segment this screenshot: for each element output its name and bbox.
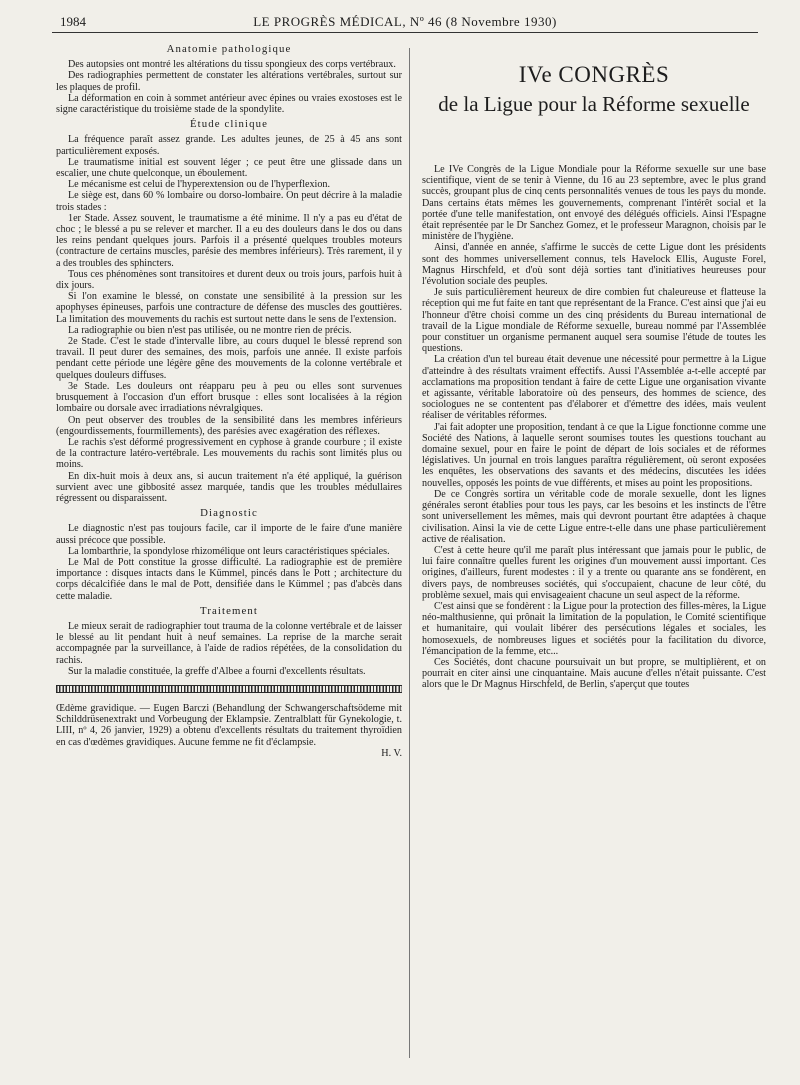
paragraph: De ce Congrès sortira un véritable code de morale sexuelle, dont les lignes générales seront établies pour tous les pays, car les besoins et les instincts de l'être sont universellement les mêmes, mais qui devront pourtant être adaptées à chaque civilisation. Ainsi la vie de cette Ligue entre-t-elle dans une phase particulièrement active de réalisation. [422,488,766,545]
paragraph: On peut observer des troubles de la sensibilité dans les membres inférieurs (engourdissements, fourmillements), des parésies avec exagération des réflexes. [56,414,402,437]
paragraph: Le diagnostic n'est pas toujours facile, car il importe de le faire d'une manière aussi précoce que possible. [56,523,402,546]
article-title-line1: IVe CONGRÈS [518,62,670,87]
section-title-traitement: Traitement [200,604,258,617]
ornamental-separator [56,685,402,693]
paragraph: 2e Stade. C'est le stade d'intervalle libre, au cours duquel le blessé reprend son travail. Il peut durer des semaines, des mois, parfois une année. Il existe parfois pendant cette période une légère gêne des mouvements de la colonne vertébrale et quelques douleurs diffuses. [56,336,402,381]
left-column [56,44,402,759]
note-oedeme [56,703,402,759]
paragraph: Tous ces phénomènes sont transitoires et durent deux ou trois jours, parfois huit à dix jours. [56,268,402,292]
section-diagnostic [56,523,402,601]
paragraph: Le mieux serait de radiographier tout trauma de la colonne vertébrale et de laisser le blessé au lit pendant huit à neuf semaines. La reprise de la marche serait accompagnée par la surveillance, à l'aide de radios répétées, de la consolidation du rachis. [56,620,402,666]
note-text: Œdème gravidique. — Eugen Barczi (Behandlung der Schwangerschaftsödeme mit Schilddrüsenextrakt und Vorbeugung der Eklampsie. Zentralblatt für Gynekologie, t. LIII, nº 4, 26 janvier, 1929) a obtenu d'excellents résultats du traitement thyroïdien en cas d'œdèmes gravidiques. Aucune femme ne fit d'éclampsie. [56,702,402,748]
paragraph: Le rachis s'est déformé progressivement en cyphose à grande courbure ; il existe de la contracture latéro-vertébrale. Les mouvements du rachis sont limités plus ou moins. [56,436,402,471]
paragraph: Le traumatisme initial est souvent léger ; ce peut être une glissade dans un escalier, une chute quelconque, un éboulement. [56,156,402,180]
paragraph: En dix-huit mois à deux ans, si aucun traitement n'a été appliqué, la guérison survient avec une gibbosité assez marquée, tandis que les troubles médullaires régressent ou disparaissent. [56,470,402,504]
paragraph: J'ai fait adopter une proposition, tendant à ce que la Ligue fonctionne comme une Société des Nations, à laquelle seront soumises toutes les questions touchant au domaine sexuel, pour en faire le point de départ de lois sociales et de réformes législatives. Un journal en trois langues paraîtra régulièrement, où seront exposées les enquêtes, les observations des savants et des médecins, discutées les idées nouvelles, opposés les points de vue différents, et mises au point les propositions. [422,421,766,489]
page-number: 1984 [60,14,86,29]
article-body [422,164,766,691]
paragraph: 3e Stade. Les douleurs ont réapparu peu à peu ou elles sont survenues brusquement à l'occasion d'un effort brusque : elles sont localisées à la région lombaire ou dorsale avec irradiations névralgiques. [56,380,402,415]
paragraph: La fréquence paraît assez grande. Les adultes jeunes, de 25 à 45 ans sont particulièrement exposés. [56,134,402,157]
paragraph: Des autopsies ont montré les altérations du tissu spongieux des corps vertébraux. [68,59,396,71]
paragraph: La création d'un tel bureau était devenue une nécessité pour permettre à la Ligue d'atteindre à des résultats vraiment effectifs. Aussi l'Assemblée a-t-elle accepté par acclamations ma proposition tendant à faire de cette Ligue une organisation vivante et agissante, véritable laboratoire où des penseurs, des hommes de science, des sociologues ne se contentent pas d'élaborer et d'émettre des idées, mais veulent réaliser de véritables réformes. [422,354,766,422]
paragraph: Le mécanisme est celui de l'hyperextension ou de l'hyperflexion. [68,179,331,191]
paragraph: La radiographie ou bien n'est pas utilisée, ou ne montre rien de précis. [68,324,352,336]
running-header [52,10,758,33]
article-title-line2: de la Ligue pour la Réforme sexuelle [438,92,750,116]
section-title-diagnostic: Diagnostic [200,507,258,520]
paragraph: La lombarthrie, la spondylose rhizomélique ont leurs caractéristiques spéciales. [68,545,390,557]
section-title-clinique: Étude clinique [189,118,269,131]
section-traitement [56,621,402,677]
section-title-anatomie: Anatomie pathologique [166,43,292,55]
paragraph: 1er Stade. Assez souvent, le traumatisme a été minime. Il n'y a pas eu d'état de choc ; le blessé a pu se relever et marcher. Il a eu des douleurs dans le dos ou dans les reins pendant quelques jours. Parfois il a présenté quelques troubles moteurs (contracture de certains muscles, parésie des membres inférieurs). Très rarement, il y a des troubles des sphincters. [56,212,402,269]
paragraph: Je suis particulièrement heureux de dire combien fut chaleureuse et flatteuse la réception qui me fut faite en tant que représentant de la France. C'est ainsi que j'ai eu l'honneur d'être choisi comme un des cinq présidents du Bureau international de travail de la Ligue mondiale de Réforme sexuelle, bureau nommé par l'Assemblée pour constituer un organisme permanent auquel sera soumise l'étude de toutes les questions. [422,287,766,355]
section-anatomie [56,59,402,115]
paragraph: Sur la maladie constituée, la greffe d'Albee a fourni d'excellents résultats. [68,665,366,677]
paragraph: Si l'on examine le blessé, on constate une sensibilité à la pression sur les apophyses épineuses, parfois une contracture de défense des muscles des gouttières. La limitation des mouvements du rachis est surtout nette dans le sens de l'extension. [56,291,402,325]
paragraph: Ainsi, d'année en année, s'affirme le succès de cette Ligue dont les présidents sont des hommes universellement connus, tels Havelock Ellis, Auguste Forel, Magnus Hirschfeld, et d'où sont déjà sorties tant d'initiatives heureuses pour l'évolution sociale des peuples. [422,242,766,288]
paragraph: Le IVe Congrès de la Ligue Mondiale pour la Réforme sexuelle sur une base scientifique, vient de se tenir à Vienne, du 16 au 23 septembre, avec le plus grand succès, groupant plus de cinq cents personnalités venues de tous les pays du monde. Dans certains états mêmes les gouvernements, comprenant l'intérêt social et la portée d'une telle manifestation, ont envoyé des délégués officiels. Ainsi l'Espagne était représentée par le Dr Sanchez Gomez, et le professeur Maragnon, choisis par le ministère de l'hygiène. [422,164,766,243]
note-signature: H. V. [381,747,402,759]
paragraph: Ces Sociétés, dont chacune poursuivait un but propre, se multiplièrent, et on pourrait en citer ainsi une cinquantaine. Mais aucune d'elles n'était puissante. C'est alors que le Dr Magnus Hirschfeld, de Berlin, s'aperçut que toutes [422,656,766,691]
paragraph: C'est ainsi que se fondèrent : la Ligue pour la protection des filles-mères, la Ligue néo-malthusienne, qui prônait la limitation de la population, le Comité scientifique et humanitaire, qui voulait libérer des persécutions légales et sociales, les homosexuels, de nombreuses ligues et sociétés pour la facilitation du divorce, l'émancipation de la femme, etc... [422,600,766,657]
running-title: LE PROGRÈS MÉDICAL, Nº 46 (8 Novembre 1930) [253,14,557,29]
paragraph: Le Mal de Pott constitue la grosse difficulté. La radiographie est de première importance : disques intacts dans le Kümmel, pincés dans le Pott ; architecture du corps décalcifiée dans le mal de Pott, densifiée dans le Kümmel ; pas d'abcès dans cette maladie. [56,556,402,602]
paragraph: Des radiographies permettent de constater les altérations vertébrales, surtout sur les plaques de profil. [56,70,402,93]
paragraph: La déformation en coin à sommet antérieur avec épines ou vraies exostoses est le signe caractéristique du troisième stade de la spondylite. [56,92,402,116]
right-column [422,44,766,691]
paragraph: C'est à cette heure qu'il me paraît plus intéressant que jamais pour le public, de lui faire connaître quelles furent les origines d'un mouvement aussi important. Ces origines, d'ailleurs, furent modestes : il y a trente ou quarante ans se fondèrent, en divers pays, de nombreuses sociétés, qui s'occupaient, chacune de leur côté, du problème sexuel, mais qui envisageaient chacune un seul aspect de la réforme. [422,544,766,601]
section-clinique [56,134,402,504]
column-rule [409,48,410,1058]
paragraph: Le siège est, dans 60 % lombaire ou dorso-lombaire. On peut décrire à la maladie trois stades : [56,190,402,213]
